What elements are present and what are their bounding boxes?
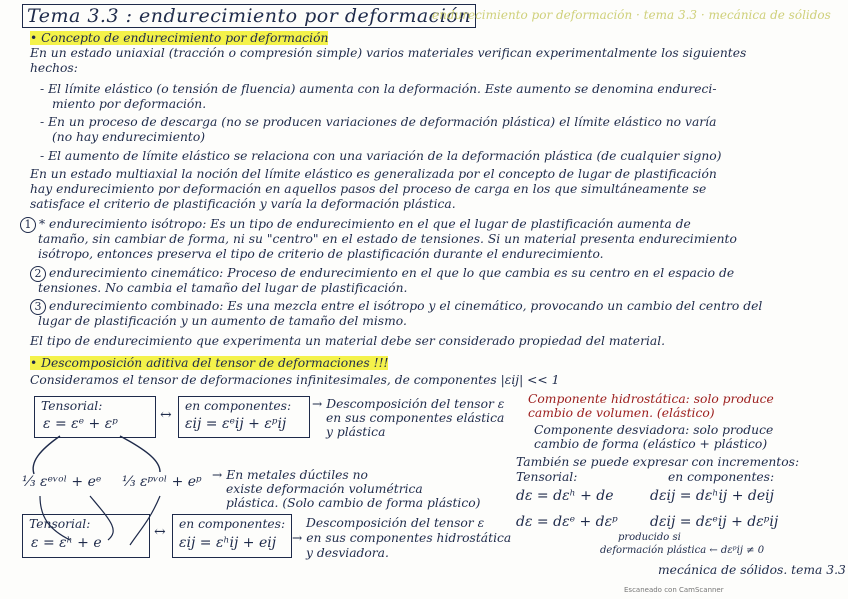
tensorial-equation-1: ε = εᵉ + εᵖ <box>43 416 118 432</box>
deviatoric-note-2: cambio de forma (elástico + plástico) <box>534 437 768 451</box>
components-equation-1: εij = εᵉij + εᵖij <box>185 416 287 432</box>
decomp1-line-2: en sus componentes elástica <box>326 411 505 425</box>
deviatoric-note-1: Componente desviadora: solo produce <box>534 423 774 437</box>
footer-text: mecánica de sólidos. tema 3.3 <box>658 563 846 577</box>
components-label-2: en componentes: <box>179 517 286 531</box>
plastic-note-2: deformación plástica ← dεᵖij ≠ 0 <box>600 545 765 556</box>
kinematic-line-1: 2 endurecimiento cinemático: Proceso de endurecimiento en el que lo que cambia es su centro en el espacio de <box>30 266 734 282</box>
increments-components-label: en componentes: <box>668 470 775 484</box>
bullet1-line-2: miento por deformación. <box>52 97 207 111</box>
components-box-2 <box>172 514 292 558</box>
bullet2-line-1: - En un proceso de descarga (no se producen variaciones de deformación plástica) el límite elástico no varía <box>40 115 717 129</box>
hydrostatic-note-2: cambio de volumen. (elástico) <box>528 406 715 420</box>
components-equation-2: εij = εʰij + eij <box>179 535 277 551</box>
bullet3: - El aumento de límite elástico se relaciona con una variación de la deformación plástica (de cualquier signo) <box>40 149 722 163</box>
ductile-note-1: → En metales dúctiles no <box>212 468 368 482</box>
isotropic-line-3: isótropo, entonces preserva el tipo de criterio de plastificación durante el endurecimiento. <box>38 247 604 261</box>
intro-line-2: hechos: <box>30 61 78 75</box>
plastic-note-1: producido si <box>618 532 681 543</box>
ductile-note-2: existe deformación volumétrica <box>226 482 423 496</box>
decomp1-line-3: y plástica <box>326 425 386 439</box>
ductile-note-3: plástica. (Solo cambio de forma plástico) <box>226 496 481 510</box>
section2-heading: • Descomposición aditiva del tensor de deformaciones !!! <box>30 356 389 370</box>
multiaxial-line-3: satisface el criterio de plastificación y varía la deformación plástica. <box>30 197 456 211</box>
multiaxial-line-2: hay endurecimiento por deformación en aquellos pasos del proceso de carga en los que simultáneamente se <box>30 182 707 196</box>
increment-eq-hydro: dε = dεʰ + de <box>516 488 614 504</box>
decomp2-line-2: → en sus componentes hidrostática <box>292 531 512 545</box>
number-3-circle: 3 <box>30 299 46 315</box>
components-label-1: en componentes: <box>185 399 292 413</box>
decomp1-line-1: → Descomposición del tensor ε <box>312 397 505 411</box>
number-2-circle: 2 <box>30 266 46 282</box>
kinematic-line-2: tensiones. No cambia el tamaño del lugar de plastificación. <box>38 281 408 295</box>
hydrostatic-note-1: Componente hidrostática: solo produce <box>528 392 774 406</box>
tensorial-equation-2: ε = εʰ + e <box>31 535 102 551</box>
isotropic-line-2: tamaño, sin cambiar de forma, ni su "centro" en el estado de tensiones. Si un material presenta endurecimiento <box>38 232 737 246</box>
combined-line-1: 3 endurecimiento combinado: Es una mezcla entre el isótropo y el cinemático, provocando un cambio del centro del <box>30 299 762 315</box>
tensorial-label-2: Tensorial: <box>29 517 91 531</box>
increment-eq-elastic-comp: dεij = dεᵉij + dεᵖij <box>650 514 779 530</box>
split-elastic: ⅓ εᵉᵛᵒˡ + eᵉ <box>22 474 102 490</box>
equivalence-arrow-2: ↔ <box>154 524 166 540</box>
split-plastic: ⅓ εᵖᵛᵒˡ + eᵖ <box>122 474 202 490</box>
increment-eq-elastic: dε = dεᵉ + dεᵖ <box>516 514 618 530</box>
section1-heading: • Concepto de endurecimiento por deformación <box>30 31 329 45</box>
section2-intro: Consideramos el tensor de deformaciones infinitesimales, de componentes |εij| << 1 <box>30 373 560 387</box>
combined-line-2: lugar de plastificación y un aumento de tamaño del mismo. <box>38 314 407 328</box>
increments-tensorial-label: Tensorial: <box>516 470 578 484</box>
increments-intro: También se puede expresar con incrementos: <box>516 455 800 469</box>
decomp2-line-3: y desviadora. <box>306 546 389 560</box>
tensorial-label-1: Tensorial: <box>41 399 103 413</box>
multiaxial-line-1: En un estado multiaxial la noción del límite elástico es generalizada por el concepto de lugar de plastificación <box>30 167 717 181</box>
tensorial-box-2 <box>22 514 150 558</box>
number-1-circle: 1 <box>20 217 36 233</box>
bullet2-line-2: (no hay endurecimiento) <box>52 130 206 144</box>
equivalence-arrow-1: ↔ <box>160 407 172 423</box>
decomp2-line-1: Descomposición del tensor ε <box>306 516 485 530</box>
faded-header-text: endurecimiento por deformación · tema 3.3 · mecánica de sólidos <box>432 8 831 22</box>
bullet1-line-1: - El límite elástico (o tensión de fluencia) aumenta con la deformación. Este aumento se denomina endureci- <box>40 82 717 96</box>
scanner-watermark: Escaneado con CamScanner <box>624 586 724 594</box>
increment-eq-hydro-comp: dεij = dεʰij + deij <box>650 488 774 504</box>
page-title: Tema 3.3 : endurecimiento por deformación <box>22 4 476 28</box>
isotropic-line-1: 1 * endurecimiento isótropo: Es un tipo de endurecimiento en el que el lugar de plastificación aumenta de <box>20 217 691 233</box>
intro-line-1: En un estado uniaxial (tracción o compresión simple) varios materiales verifican experimentalmente los siguientes <box>30 46 747 60</box>
property-line: El tipo de endurecimiento que experimenta un material debe ser considerado propiedad del material. <box>30 334 666 348</box>
